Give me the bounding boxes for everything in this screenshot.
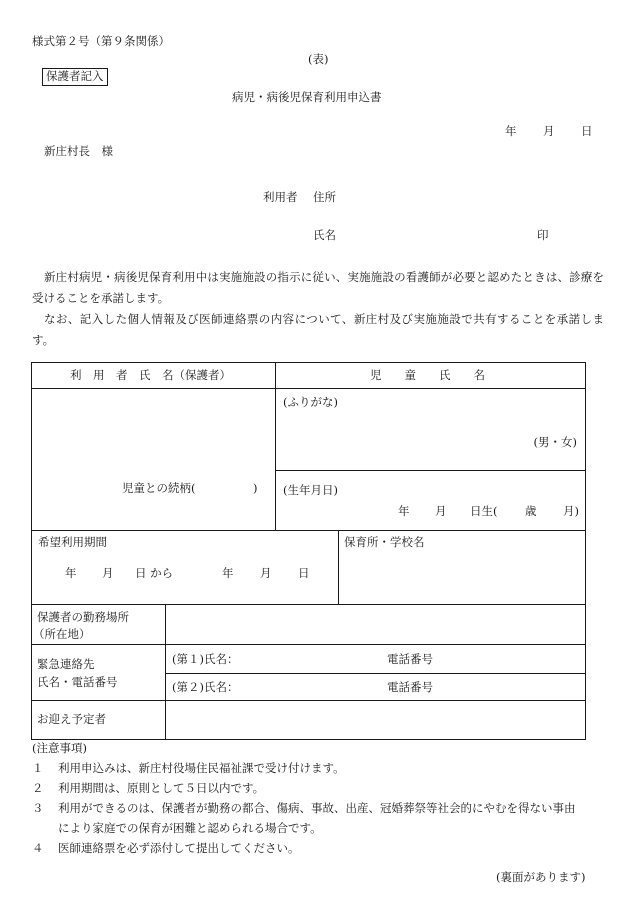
note-text: 利用申込みは、新庄村役場住民福祉課で受け付けます。 [58,761,345,775]
contact-2-cell[interactable] [166,674,586,701]
emergency-label: 緊急連絡先 [37,657,95,671]
school-label: 保育所・学校名 [344,535,425,549]
birth-day-age: 日生( [470,504,498,518]
back-page-notice: (裏面があります) [496,870,586,884]
application-form-table [31,362,586,740]
birth-date-cell[interactable] [276,471,586,531]
user-name-cell[interactable] [32,389,276,531]
contact-1-phone-label: 電話番号 [387,652,433,666]
workplace-label-cell [32,605,166,645]
notes-heading: (注意事項) [32,741,87,755]
age-unit: 歳 [525,504,537,518]
child-name-header: 児 童 氏 名 [370,368,485,382]
note-item [32,803,576,815]
workplace-sub: （所在地） [33,627,91,641]
school-cell[interactable] [339,531,586,605]
contact-1-name-label: (第１)氏名： [172,652,239,666]
note-item [32,823,322,835]
consent-paragraph-1: 新庄村病児・病後児保育利用中は実施施設の指示に従い、実施施設の看護師が必要と認めたときは、診療を受けることを承諾します。 [32,270,604,305]
note-item [32,763,345,775]
birth-label: (生年月日) [283,483,338,497]
page-title: 病児・病後児保育利用申込書 [232,90,382,104]
period-to-year: 年 [222,566,234,580]
form-number: 様式第２号（第９条関係） [32,34,170,48]
pickup-input-cell[interactable] [166,701,586,740]
guardian-fill-badge: 保護者記入 [42,68,108,86]
period-to-month: 月 [260,566,272,580]
user-name-header: 利 用 者 氏 名（保護者） [70,368,231,382]
note-text: 利用期間は、原則として５日以内です。 [58,781,265,795]
contact-1-cell[interactable] [166,645,586,674]
age-month: 月) [563,504,579,518]
contact-2-name-label: (第２)氏名： [172,680,239,694]
note-text: により家庭での保育が困難と認められる場合です。 [58,821,322,835]
child-name-cell[interactable] [276,389,586,471]
workplace-input-cell[interactable] [166,605,586,645]
furigana-label: (ふりがな) [283,395,338,409]
note-text: 利用ができるのは、保護者が勤務の都合、傷病、事故、出産、冠婚葬祭等社会的にやむを得ない事由 [58,801,576,815]
period-to-day: 日 [298,566,310,580]
applicant-user-label: 利用者 [263,190,298,204]
applicant-name-label: 氏名 [313,228,336,242]
note-number: ３ [32,801,44,815]
pickup-label-cell [32,701,166,740]
workplace-label: 保護者の勤務場所 [37,610,129,624]
consent-paragraph-2: なお、記入した個人情報及び医師連絡票の内容について、新庄村及び実施施設で共有することを承諾します。 [32,312,604,347]
emergency-sub: 氏名・電話番号 [37,675,118,689]
period-label: 希望利用期間 [38,535,107,549]
note-number: １ [32,761,44,775]
period-from-day: 日 から [135,566,174,580]
pickup-label: お迎え予定者 [37,712,106,726]
note-number: ２ [32,781,44,795]
note-number: ４ [32,841,44,855]
applicant-address-label: 住所 [313,190,336,204]
note-item [32,843,300,855]
relation-label: 児童との続柄( ) [122,481,258,495]
period-from-month: 月 [102,566,114,580]
date-year: 年 [505,124,517,138]
child-name-header-cell [276,363,586,389]
period-from-year: 年 [65,566,77,580]
contact-2-phone-label: 電話番号 [387,680,433,694]
note-text: 医師連絡票を必ず添付して提出してください。 [58,841,300,855]
note-item [32,783,264,795]
gender-choice: (男・女) [533,435,577,449]
page-side-label: (表) [308,52,329,66]
period-cell[interactable] [32,531,339,605]
birth-year: 年 [398,504,410,518]
birth-month: 月 [435,504,447,518]
seal-mark: 印 [537,228,549,242]
emergency-label-cell [32,645,166,701]
addressee: 新庄村長 様 [44,144,113,158]
date-month: 月 [543,124,555,138]
user-name-header-cell [32,363,276,389]
date-day: 日 [581,124,593,138]
